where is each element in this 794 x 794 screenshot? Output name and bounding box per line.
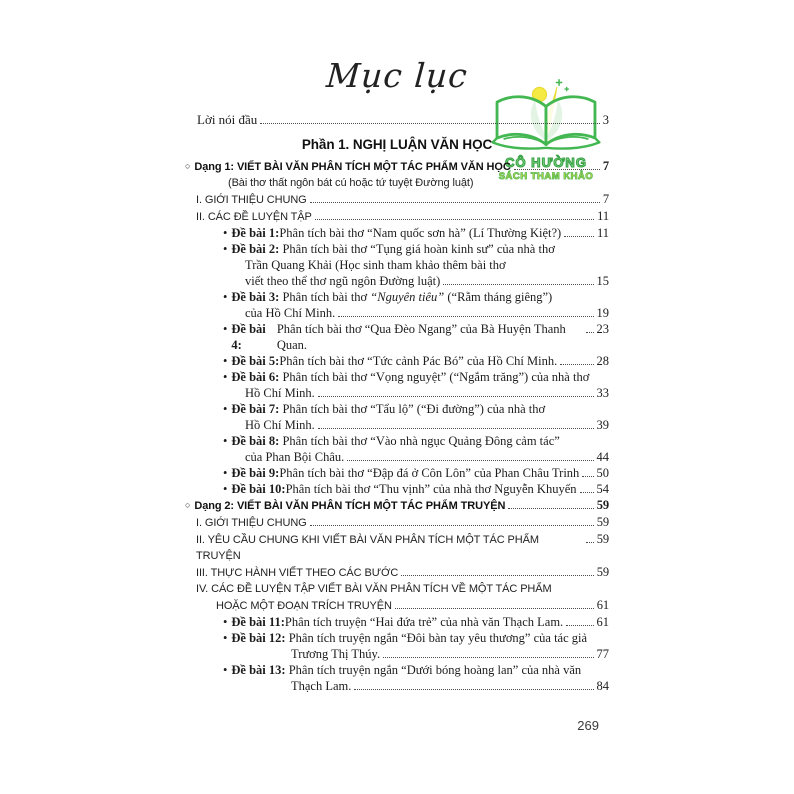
dot-leader	[564, 236, 594, 237]
entry-label: Đề bài 2:	[231, 242, 283, 256]
entry-label: Đề bài 7:	[231, 402, 283, 416]
bullet-icon: •	[223, 354, 228, 368]
entry-text: Phân tích bài thơ “Tức cảnh Pác Bó” của Hồ Chí Minh.	[279, 354, 558, 368]
publisher-name: CÔ HƯỜNG	[505, 155, 587, 170]
toc-row	[185, 646, 609, 662]
toc-row	[185, 241, 609, 257]
entry-text: I. GIỚI THIỆU CHUNG	[196, 517, 307, 529]
toc-row	[185, 401, 609, 417]
page-number: 59	[596, 515, 609, 529]
entry-text: Phân tích bài thơ “Thu vịnh” của nhà thơ Nguyễn Khuyến	[285, 482, 577, 496]
entry-label: Đề bài 13:	[231, 663, 289, 677]
page-number: 39	[596, 418, 609, 432]
bullet-icon: •	[223, 242, 228, 256]
toc-row	[185, 158, 609, 175]
page-number: 11	[596, 226, 609, 240]
page-number: 3	[602, 113, 609, 127]
page-number: 59	[596, 565, 609, 579]
page-number: 59	[596, 498, 609, 512]
entry-label: Đề bài 12:	[231, 631, 289, 645]
entry-text: IV. CÁC ĐỀ LUYỆN TẬP VIẾT BÀI VĂN PHÂN TÍCH VỀ MỘT TÁC PHẨM	[196, 583, 552, 595]
toc-row	[185, 614, 609, 630]
entry-text: Phân tích truyện ngắn “Đôi bàn tay yêu thương” của tác giả	[288, 631, 588, 645]
bullet-icon: •	[223, 402, 228, 416]
part-title: Phần 1. NGHỊ LUẬN VĂN HỌC	[301, 137, 493, 152]
toc-list	[185, 112, 609, 694]
page-number: 15	[596, 274, 609, 288]
entry-label: Đề bài 5:	[231, 354, 280, 368]
circle-bullet-icon: ○	[185, 500, 191, 510]
dot-leader	[580, 492, 594, 493]
toc-row	[185, 305, 609, 321]
dot-leader	[310, 202, 600, 203]
dot-leader	[347, 460, 593, 461]
page-number: 77	[596, 647, 609, 661]
entry-text: Phân tích truyện ngắn “Dưới bóng hoàng lan” của nhà văn	[288, 663, 582, 677]
dot-leader	[443, 284, 593, 285]
entry-text: Phân tích bài thơ “Nam quốc sơn hà” (Lí Thường Kiệt?)	[279, 226, 562, 240]
toc-row	[185, 581, 609, 597]
entry-text: Hồ Chí Minh.	[245, 418, 315, 432]
dot-leader	[514, 169, 600, 170]
dot-leader	[318, 428, 594, 429]
entry-text: của Phan Bội Châu.	[245, 450, 345, 464]
page-number: 54	[596, 482, 609, 496]
toc-row	[185, 385, 609, 401]
toc-row	[185, 208, 609, 225]
page-number: 19	[596, 306, 609, 320]
bullet-icon: •	[223, 466, 228, 480]
entry-label: Dạng 1:	[194, 161, 234, 173]
dot-leader	[586, 542, 594, 543]
toc-row	[185, 597, 609, 614]
entry-label: Đề bài 11:	[231, 615, 285, 629]
entry-label: Đề bài 10:	[231, 482, 286, 496]
toc-row	[185, 481, 609, 497]
toc-row	[185, 449, 609, 465]
bullet-icon: •	[223, 290, 228, 304]
dot-leader	[260, 123, 599, 124]
entry-text: HOẶC MỘT ĐOẠN TRÍCH TRUYỆN	[216, 600, 392, 612]
page-number: 59	[596, 532, 609, 546]
toc-row	[185, 257, 609, 273]
dot-leader	[401, 575, 594, 576]
entry-label: Đề bài 9:	[231, 466, 280, 480]
page-number: 50	[596, 466, 609, 480]
bullet-icon: •	[223, 226, 228, 240]
entry-text: Trần Quang Khải (Học sinh tham khảo thêm bài thơ	[245, 258, 506, 272]
dot-leader	[315, 219, 594, 220]
bullet-icon: •	[223, 434, 228, 448]
dot-leader	[560, 364, 593, 365]
page-number: 61	[596, 615, 609, 629]
toc-row	[185, 662, 609, 678]
page-number: 28	[596, 354, 609, 368]
entry-text: Phân tích truyện “Hai đứa trẻ” của nhà văn Thạch Lam.	[284, 615, 564, 629]
entry-text: II. YÊU CẦU CHUNG KHI VIẾT BÀI VĂN PHÂN TÍCH MỘT TÁC PHẨM TRUYỆN	[196, 534, 539, 562]
entry-text: Phân tích bài thơ “Vào nhà ngục Quảng Đông cảm tác”	[282, 434, 560, 448]
entry-text: viết theo thể thơ ngũ ngôn Đường luật)	[245, 274, 441, 288]
toc-row	[185, 564, 609, 581]
dot-leader	[338, 316, 593, 317]
dot-leader	[566, 625, 593, 626]
page-number: 61	[596, 598, 609, 612]
bullet-icon: •	[223, 663, 228, 677]
entry-text: II. CÁC ĐỀ LUYỆN TẬP	[196, 211, 312, 223]
entry-text: Phân tích bài thơ “Vọng nguyệt” (“Ngắm trăng”) của nhà thơ	[282, 370, 590, 384]
entry-text: Phân tích bài thơ “Đập đá ở Côn Lôn” của Phan Châu Trinh	[279, 466, 580, 480]
subtitle-note: (Bài thơ thất ngôn bát cú hoặc tứ tuyệt Đường luật)	[228, 177, 474, 189]
dot-leader	[508, 508, 593, 509]
entry-text: VIẾT BÀI VĂN PHÂN TÍCH MỘT TÁC PHẨM VĂN HỌC	[233, 161, 511, 173]
toc-row	[185, 678, 609, 694]
toc-row	[185, 191, 609, 208]
entry-label: Đề bài 3:	[231, 290, 283, 304]
entry-text: Hồ Chí Minh.	[245, 386, 315, 400]
circle-bullet-icon: ○	[185, 161, 191, 171]
entry-text: Trương Thị Thúy.	[291, 647, 381, 661]
entry-label: Dạng 2:	[194, 500, 234, 512]
entry-text: Thạch Lam.	[291, 679, 352, 693]
page-title: Mục lục	[325, 56, 470, 95]
page-number: 7	[602, 192, 609, 206]
publisher-tagline: SÁCH THAM KHẢO	[498, 171, 594, 182]
toc-row	[185, 289, 609, 305]
toc-row	[185, 497, 609, 514]
page-number: 44	[596, 450, 609, 464]
entry-text: VIẾT BÀI VĂN PHÂN TÍCH MỘT TÁC PHẨM TRUYỆN	[233, 500, 506, 512]
entry-text: Phân tích bài thơ “Qua Đèo Ngang” của Bà Huyện Thanh Quan.	[276, 322, 566, 352]
toc-row	[185, 321, 609, 353]
dot-leader	[395, 608, 594, 609]
dot-leader	[318, 396, 594, 397]
toc-row	[185, 112, 609, 128]
toc-row	[185, 417, 609, 433]
entry-text: của Hồ Chí Minh.	[245, 306, 336, 320]
page-number: 84	[596, 679, 609, 693]
entry-text: Phân tích bài thơ “Tụng giá hoàn kinh sư” của nhà thơ	[282, 242, 555, 256]
toc-row	[185, 630, 609, 646]
entry-text: Lời nói đầu	[197, 112, 258, 127]
page-number: 33	[596, 386, 609, 400]
dot-leader	[354, 689, 593, 690]
toc-row	[185, 369, 609, 385]
entry-text: III. THỰC HÀNH VIẾT THEO CÁC BƯỚC	[196, 567, 399, 579]
folio-page-number: 269	[577, 718, 599, 733]
dot-leader	[586, 332, 594, 333]
entry-text: Phân tích bài thơ “Tẩu lộ” (“Đi đường”) của nhà thơ	[282, 402, 546, 416]
toc-row	[185, 225, 609, 241]
entry-label: Đề bài 4:	[231, 322, 266, 352]
bullet-icon: •	[223, 615, 228, 629]
entry-text: Phân tích bài thơ “Nguyên tiêu” (“Rằm tháng giêng”)	[282, 290, 553, 304]
toc-row	[185, 465, 609, 481]
entry-label: Đề bài 6:	[231, 370, 283, 384]
toc-row	[185, 353, 609, 369]
bullet-icon: •	[223, 631, 228, 645]
toc-row	[185, 531, 609, 564]
page-number: 7	[602, 159, 609, 173]
toc-row	[185, 273, 609, 289]
bullet-icon: •	[223, 322, 228, 336]
entry-label: Đề bài 1:	[231, 226, 280, 240]
bullet-icon: •	[223, 482, 228, 496]
toc-row	[185, 433, 609, 449]
page-number: 23	[596, 322, 609, 336]
entry-text: I. GIỚI THIỆU CHUNG	[196, 194, 307, 206]
dot-leader	[383, 657, 593, 658]
dot-leader	[582, 476, 593, 477]
entry-label: Đề bài 8:	[231, 434, 283, 448]
toc-row	[185, 514, 609, 531]
bullet-icon: •	[223, 370, 228, 384]
book-page	[185, 0, 609, 733]
dot-leader	[310, 525, 594, 526]
page-number: 11	[597, 209, 609, 223]
